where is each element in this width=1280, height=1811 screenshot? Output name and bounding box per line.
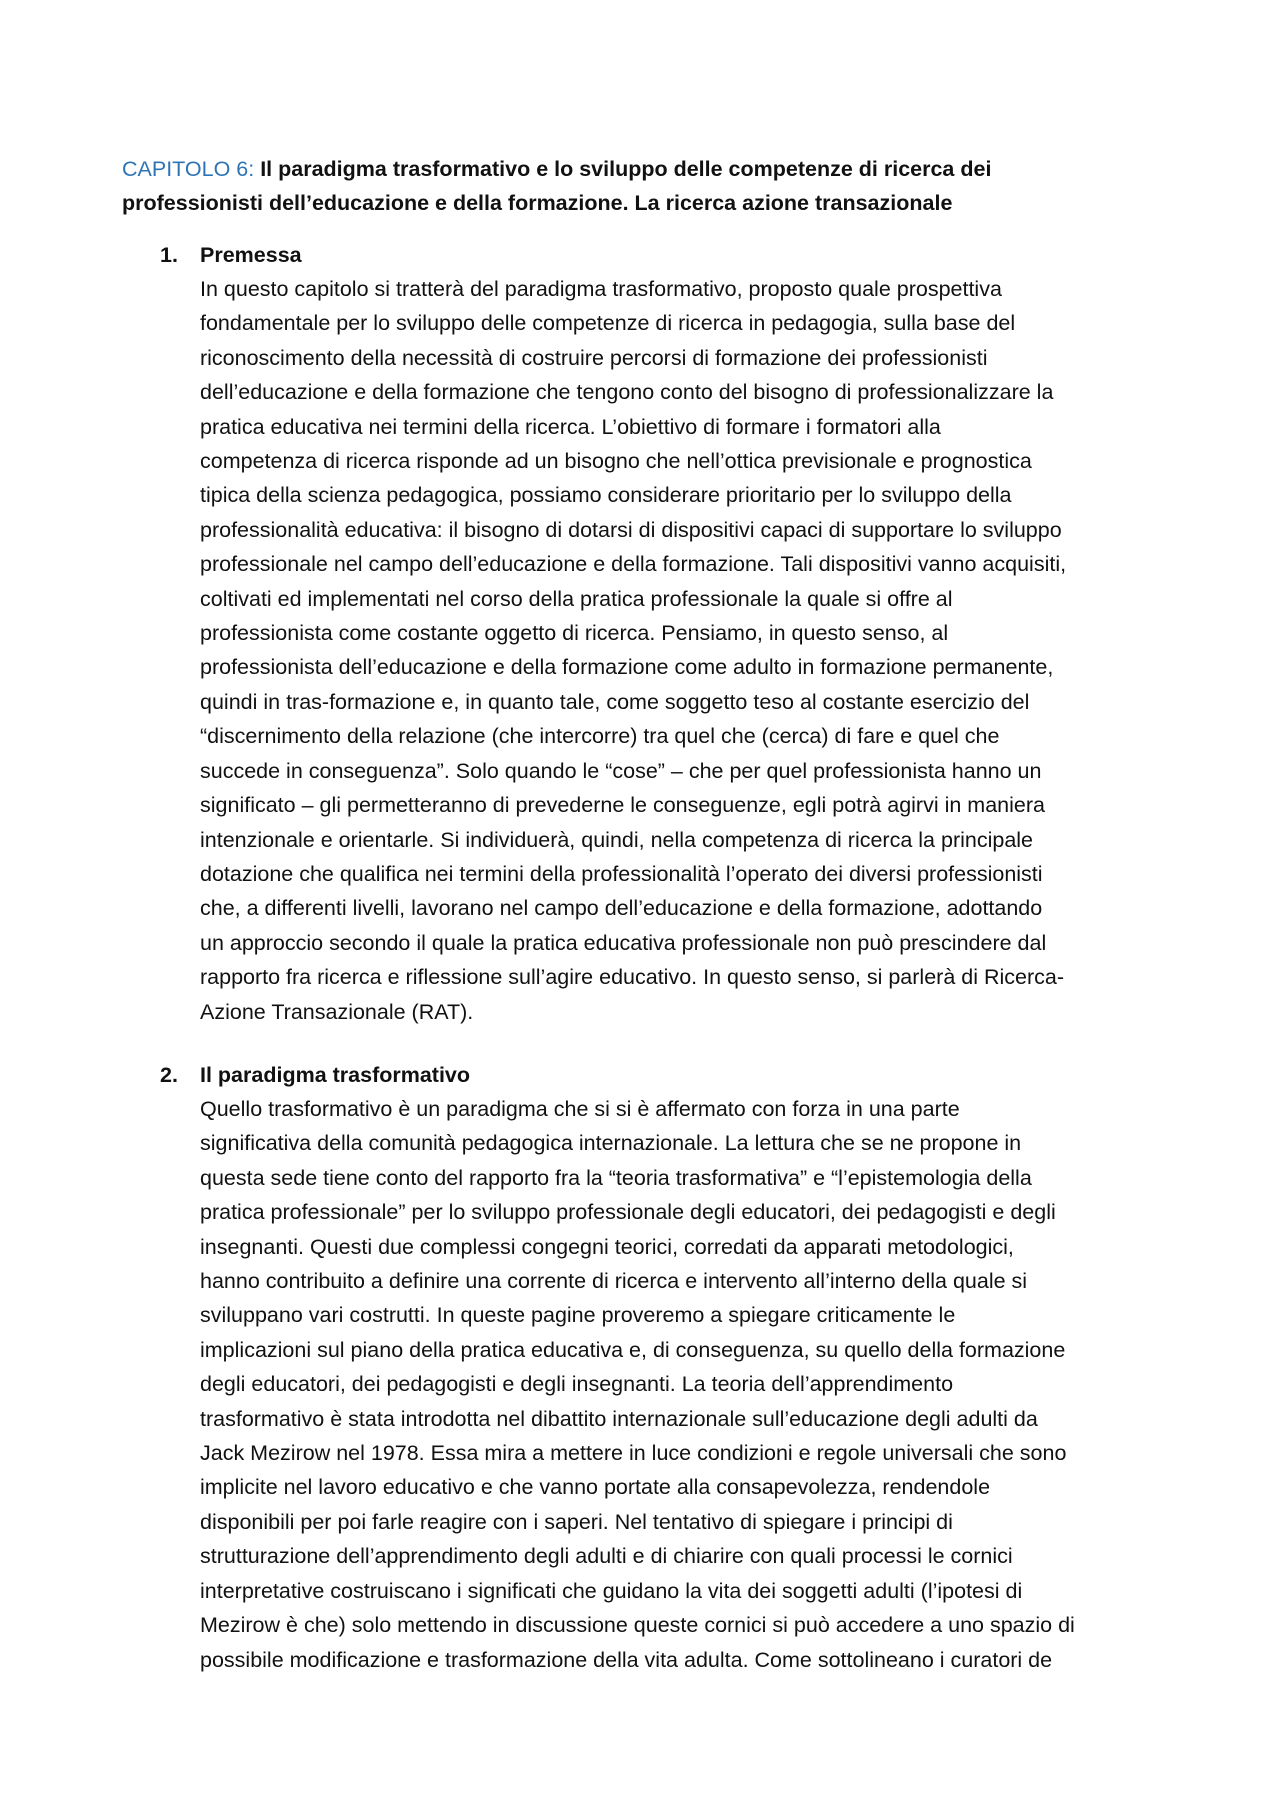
section-title: Il paradigma trasformativo (200, 1063, 471, 1087)
body-line: Mezirow è che) solo mettendo in discussione queste cornici si può accedere a uno spazio di (200, 1613, 1075, 1638)
body-line: Azione Transazionale (RAT). (200, 999, 474, 1024)
chapter-heading (122, 152, 1162, 221)
body-line: trasformativo è stata introdotta nel dibattito internazionale sull’educazione degli adulti da (200, 1406, 1038, 1431)
section-title: Premessa (200, 243, 302, 267)
body-line: possibile modificazione e trasformazione della vita adulta. Come sottolineano i curatori de (200, 1647, 1053, 1672)
body-line: riconoscimento della necessità di costruire percorsi di formazione dei professionisti (200, 345, 988, 370)
chapter-title-part-2: professionisti dell’educazione e della formazione. La ricerca azione transazionale (122, 191, 953, 216)
body-line: professionale nel campo dell’educazione e della formazione. Tali dispositivi vanno acquisiti, (200, 552, 1067, 577)
body-line: Jack Mezirow nel 1978. Essa mira a mettere in luce condizioni e regole universali che sono (200, 1441, 1067, 1466)
chapter-heading-line-1 (122, 152, 1162, 186)
section-number: 1. (160, 243, 178, 267)
body-line: In questo capitolo si tratterà del paradigma trasformativo, proposto quale prospettiva (200, 277, 1002, 301)
section-number: 2. (160, 1063, 178, 1087)
body-line: fondamentale per lo sviluppo delle competenze di ricerca in pedagogia, sulla base del (200, 311, 1016, 336)
body-line: strutturazione dell’apprendimento degli adulti e di chiarire con quali processi le cornici (200, 1544, 1013, 1569)
section-body (200, 272, 1170, 1029)
body-line: competenza di ricerca risponde ad un bisogno che nell’ottica previsionale e prognostica (200, 449, 1032, 474)
body-line: dell’educazione e della formazione che tengono conto del bisogno di professionalizzare la (200, 380, 1054, 405)
body-line: coltivati ed implementati nel corso della pratica professionale la quale si offre al (200, 586, 953, 611)
body-line: Quello trasformativo è un paradigma che si si è affermato con forza in una parte (200, 1097, 960, 1121)
body-line: questa sede tiene conto del rapporto fra la “teoria trasformativa” e “l’epistemologia della (200, 1165, 1032, 1190)
body-line: degli educatori, dei pedagogisti e degli insegnanti. La teoria dell’apprendimento (200, 1372, 954, 1397)
body-line: che, a differenti livelli, lavorano nel campo dell’educazione e della formazione, adottando (200, 896, 1043, 921)
chapter-title-part-1: Il paradigma trasformativo e lo sviluppo delle competenze di ricerca dei (254, 157, 992, 181)
body-line: professionista come costante oggetto di ricerca. Pensiamo, in questo senso, al (200, 621, 949, 646)
body-line: implicazioni sul piano della pratica educativa e, di conseguenza, su quello della formazione (200, 1337, 1066, 1362)
body-line: pratica educativa nei termini della ricerca. L’obiettivo di formare i formatori alla (200, 414, 941, 439)
body-line: sviluppano vari costrutti. In queste pagine proveremo a spiegare criticamente le (200, 1303, 956, 1328)
body-line: professionista dell’educazione e della formazione come adulto in formazione permanente, (200, 655, 1054, 680)
body-line: succede in conseguenza”. Solo quando le “cose” – che per quel professionista hanno un (200, 758, 1042, 783)
body-line: implicite nel lavoro educativo e che vanno portate alla consapevolezza, rendendole (200, 1475, 991, 1500)
body-line: un approccio secondo il quale la pratica educativa professionale non può prescindere dal (200, 930, 1047, 955)
section-body (200, 1092, 1170, 1677)
body-line: hanno contribuito a definire una corrente di ricerca e intervento all’interno della quale si (200, 1269, 1028, 1294)
body-line: intenzionale e orientarle. Si individuerà, quindi, nella competenza di ricerca la principale (200, 827, 1034, 852)
body-line: pratica professionale” per lo sviluppo professionale degli educatori, dei pedagogisti e degli (200, 1200, 1056, 1225)
body-line: quindi in tras-formazione e, in quanto tale, come soggetto teso al costante esercizio del (200, 689, 1030, 714)
body-line: disponibili per poi farle reagire con i saperi. Nel tentativo di spiegare i principi di (200, 1509, 953, 1534)
body-line: insegnanti. Questi due complessi congegni teorici, corredati da apparati metodologici, (200, 1234, 1014, 1259)
body-line: “discernimento della relazione (che intercorre) tra quel che (cerca) di fare e quel che (200, 724, 1000, 749)
chapter-label: CAPITOLO 6: (122, 157, 255, 181)
body-line: rapporto fra ricerca e riflessione sull’agire educativo. In questo senso, si parlerà di Ricerca- (200, 965, 1064, 990)
body-line: significato – gli permetteranno di prevederne le conseguenze, egli potrà agirvi in maniera (200, 793, 1045, 818)
body-line: professionalità educativa: il bisogno di dotarsi di dispositivi capaci di supportare lo sviluppo (200, 517, 1062, 542)
body-line: dotazione che qualifica nei termini della professionalità l’operato dei diversi professionisti (200, 861, 1043, 886)
body-line: significativa della comunità pedagogica internazionale. La lettura che se ne propone in (200, 1131, 1022, 1156)
body-line: tipica della scienza pedagogica, possiamo considerare prioritario per lo sviluppo della (200, 483, 1012, 508)
body-line: interpretative costruiscano i significati che guidano la vita dei soggetti adulti (l’ipotesi di (200, 1578, 1023, 1603)
